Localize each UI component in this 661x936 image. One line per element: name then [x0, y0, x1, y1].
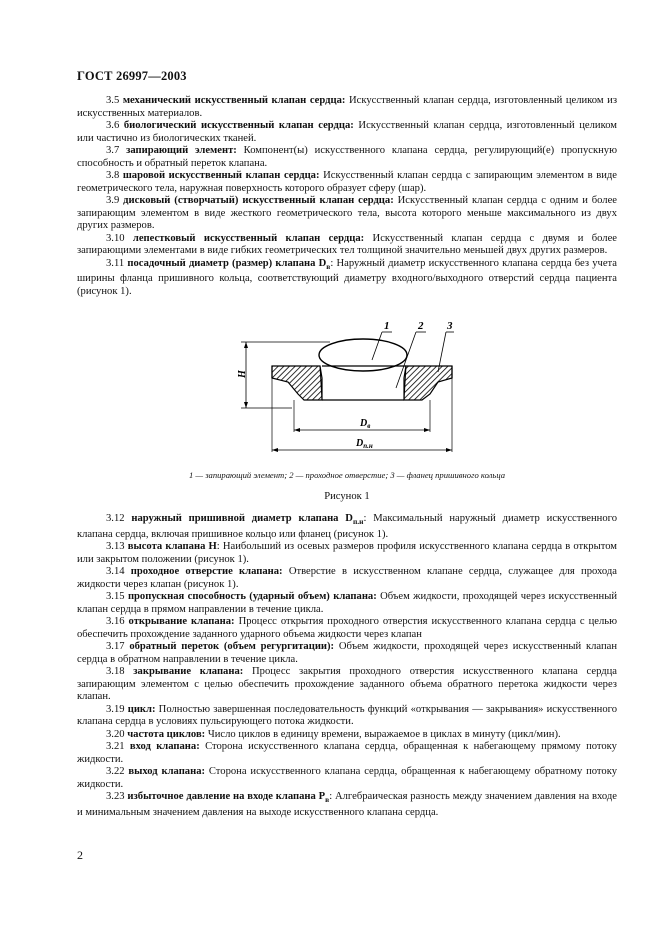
page-number: 2: [77, 848, 83, 862]
definition-text: Сторона искусственного клапана сердца, обращенная к набегающему прямому потоку жидкости.: [77, 741, 617, 765]
definition-term: запирающий элемент:: [126, 145, 237, 156]
definition-item: [77, 641, 617, 666]
callout-3: 3: [447, 320, 453, 332]
page-header: ГОСТ 26997—2003: [77, 69, 187, 83]
definition-number: 3.17: [106, 641, 125, 653]
definition-item: [77, 258, 617, 299]
definition-item: [77, 616, 617, 641]
definition-item: [77, 233, 617, 258]
definition-text: : Алгебраическая разность между значением давления на входе и минимальным значением давления на выходе искусственного клапана сердца.: [77, 791, 617, 818]
height-label: H: [237, 370, 248, 378]
right-flange: [404, 366, 452, 400]
definition-number: 3.18: [106, 666, 125, 678]
term-subscript: в: [325, 795, 330, 805]
dv-label: $D_в$: [360, 418, 371, 430]
definition-term: выход клапана:: [128, 766, 206, 778]
definition-number: 3.22: [106, 766, 125, 778]
definition-text: : Максимальный наружный диаметр искусственного клапана сердца, включая пришивное кольцо или фланец (рисунок 1).: [77, 513, 618, 540]
definition-text: Искусственный клапан сердца с двумя и более запирающими элементами в виде гибких геометрических тел толщиной значительно меньшей двух других размеров.: [77, 232, 617, 256]
definitions-block-top: [77, 95, 617, 298]
definition-number: 3.11: [106, 257, 125, 269]
definition-number: 3.5: [106, 95, 120, 106]
definition-text: Искусственный клапан сердца с запирающим элементом в виде геометрического тела, наружная поверхность которого образует сферу (шар).: [77, 170, 617, 194]
definition-term: проходное отверстие клапана:: [130, 566, 283, 578]
definition-text: Полностью завершенная последовательность функций «открывания — закрывания» искусственного клапана сердца в условиях пульсирующего потока жидкости.: [77, 703, 617, 728]
callout-2: 2: [418, 320, 424, 332]
definition-number: 3.15: [106, 591, 125, 603]
callout-1: 1: [384, 320, 390, 332]
definition-term: механический искусственный клапан сердца:: [122, 95, 346, 106]
definition-text: Отверстие в искусственном клапане сердца, служащее для прохода жидкости через клапан (рисунок 1).: [77, 566, 617, 590]
figure-caption: 1 — запирающий элемент; 2 — проходное отверстие; 3 — фланец пришивного кольца: [188, 470, 506, 480]
definition-item: [77, 666, 617, 704]
definition-text: Компонент(ы) искусственного клапана сердца, регулирующий(е) пропускную способность и обратный переток клапана.: [77, 145, 617, 169]
definition-number: 3.12: [106, 513, 125, 524]
definition-term: вход клапана:: [129, 741, 200, 753]
definition-item: [77, 145, 617, 170]
definition-number: 3.21: [106, 741, 125, 753]
definition-text: Объем жидкости, проходящей через искусственный клапан сердца в прямом направлении в течение цикла.: [77, 591, 617, 615]
definition-term: наружный пришивной диаметр клапана D: [131, 513, 353, 524]
definition-text: Искусственный клапан сердца, изготовленный целиком из искусственных материалов.: [77, 95, 617, 119]
definition-number: 3.20: [106, 728, 125, 740]
definition-text: : Наибольший из осевых размеров профиля искусственного клапана сердца в открытом или закрытом положении (рисунок 1).: [77, 541, 617, 565]
definition-item: [77, 766, 617, 791]
definition-item: [77, 120, 617, 145]
definition-text: Число циклов в единицу времени, выражаемое в циклах в минуту (цикл/мин).: [205, 728, 561, 740]
definition-number: 3.16: [106, 616, 125, 628]
definition-term: закрывание клапана:: [133, 666, 244, 678]
valve-figure: [232, 310, 464, 458]
definition-number: 3.7: [106, 145, 120, 156]
definition-term: дисковый (створчатый) искусственный клапан сердца:: [123, 195, 394, 206]
definition-item: [77, 566, 617, 591]
definition-text: Искусственный клапан сердца с одним и более запирающим элементом в виде жесткого геометрического тела, высота которого меньше максимального из двух других размеров.: [77, 195, 617, 231]
term-subscript: в: [326, 261, 331, 271]
definition-number: 3.8: [106, 170, 120, 181]
definition-term: цикл:: [127, 703, 156, 715]
definition-text: Процесс открытия проходного отверстия искусственного клапана сердца с целью обеспечить прохождение заданного ударного объема жидкости через клапан: [77, 616, 617, 640]
definition-number: 3.14: [106, 566, 125, 578]
definition-term: шаровой искусственный клапан сердца:: [122, 170, 320, 181]
definition-text: : Наружный диаметр искусственного клапана сердца без учета ширины фланца пришивного кольца, соответствующий диаметру входного/выходного отверстий сердца пациента (рисунок 1).: [77, 257, 618, 297]
definition-term: обратный переток (объем регургитации):: [129, 641, 335, 653]
definition-number: 3.19: [106, 703, 125, 715]
definition-item: [77, 741, 617, 766]
definitions-block-bottom: [77, 513, 617, 819]
definition-term: высота клапана H: [127, 541, 217, 553]
definition-item: [77, 591, 617, 616]
definition-item: [77, 513, 617, 541]
definition-term: посадочный диаметр (размер) клапана D: [127, 257, 327, 269]
definition-number: 3.10: [106, 232, 125, 244]
definition-item: [77, 195, 617, 233]
definition-term: биологический искусственный клапан сердца:: [123, 120, 354, 131]
definition-term: частота циклов:: [127, 728, 206, 740]
definition-number: 3.9: [106, 195, 120, 206]
definition-text: Сторона искусственного клапана сердца, обращенная к набегающему обратному потоку жидкости.: [77, 766, 618, 790]
definition-term: пропускная способность (ударный объем) клапана:: [127, 591, 377, 603]
definition-term: открывание клапана:: [128, 616, 235, 628]
definition-number: 3.13: [106, 541, 125, 553]
definition-term: лепестковый искусственный клапан сердца:: [132, 232, 365, 244]
definition-term: избыточное давление на входе клапана P: [127, 791, 326, 803]
definition-item: [77, 704, 617, 729]
definition-text: Объем жидкости, проходящей через искусственный клапан сердца в обратном направлении в течение цикла.: [77, 641, 617, 665]
term-subscript: п.н: [352, 517, 364, 527]
definition-number: 3.23: [106, 791, 125, 803]
definition-item: [77, 95, 617, 120]
dpn-label: $D_{п.н}$: [356, 438, 373, 450]
definition-item: [77, 791, 617, 819]
figure-title: Рисунок 1: [324, 491, 370, 502]
definition-item: [77, 541, 617, 566]
definition-number: 3.6: [106, 120, 120, 131]
definition-text: Процесс закрытия проходного отверстия искусственного клапана сердца запирающим элементом с целью обеспечить прохождение заданного объема обратного перетока жидкости через клапан.: [77, 666, 617, 703]
definition-text: Искусственный клапан сердца, изготовленный целиком или частично из биологических тканей.: [77, 120, 618, 144]
definition-item: [77, 729, 617, 742]
left-flange: [272, 366, 322, 400]
definition-item: [77, 170, 617, 195]
